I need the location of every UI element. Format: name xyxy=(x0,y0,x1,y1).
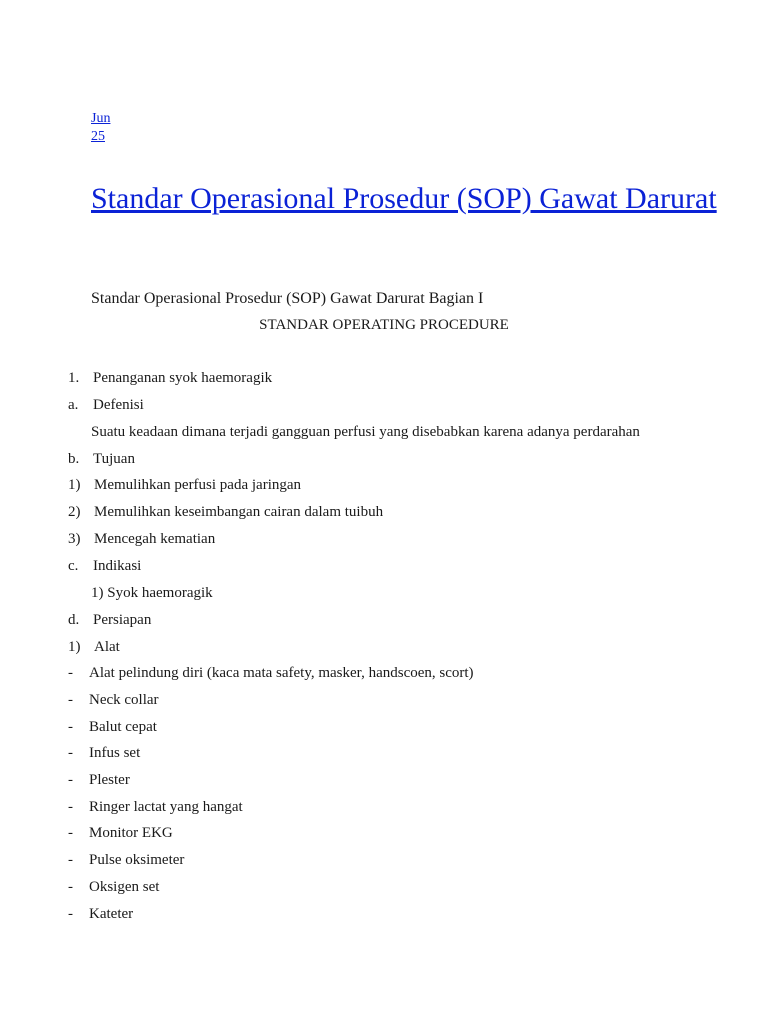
list-item-text: Pulse oksimeter xyxy=(89,852,185,868)
list-item-text: Alat pelindung diri (kaca mata safety, masker, handscoen, scort) xyxy=(89,665,474,681)
list-item-text: Persiapan xyxy=(93,612,152,628)
list-item-text: Memulihkan keseimbangan cairan dalam tuibuh xyxy=(94,504,384,520)
list-marker: - xyxy=(68,692,73,708)
list-item-text: Infus set xyxy=(89,745,141,761)
list-item xyxy=(68,529,215,549)
list-item-text: Kateter xyxy=(89,906,134,922)
list-marker: - xyxy=(68,719,73,735)
list-item-text: 1) Syok haemoragik xyxy=(91,585,213,601)
list-item-text: Plester xyxy=(89,772,130,788)
post-title xyxy=(91,181,731,216)
list-item xyxy=(68,690,159,710)
list-marker: a. xyxy=(68,397,79,413)
list-item-text: Monitor EKG xyxy=(89,825,173,841)
post-title-link[interactable]: Standar Operasional Prosedur (SOP) Gawat Darurat xyxy=(91,182,717,215)
list-item-text: Indikasi xyxy=(93,558,142,574)
list-item-text: Neck collar xyxy=(89,692,159,708)
date-month-link[interactable]: Jun xyxy=(91,111,111,126)
list-item-text: Suatu keadaan dimana terjadi gangguan perfusi yang disebabkan karena adanya perdarahan xyxy=(91,424,640,440)
list-item-text: Penanganan syok haemoragik xyxy=(93,370,273,386)
list-item xyxy=(68,395,144,415)
list-marker: b. xyxy=(68,451,80,467)
list-item-text: Ringer lactat yang hangat xyxy=(89,799,243,815)
list-marker: c. xyxy=(68,558,79,574)
list-item-text: Tujuan xyxy=(93,451,135,467)
list-marker: 1. xyxy=(68,370,80,386)
list-marker: 1) xyxy=(68,477,81,493)
list-item xyxy=(68,877,159,897)
list-marker: - xyxy=(68,879,73,895)
list-item-text: Memulihkan perfusi pada jaringan xyxy=(94,477,302,493)
list-item xyxy=(68,850,184,870)
list-marker: - xyxy=(68,825,73,841)
list-item xyxy=(68,663,474,683)
list-item-text: Mencegah kematian xyxy=(94,531,216,547)
list-item xyxy=(68,823,173,843)
list-item xyxy=(68,743,140,763)
list-item-text: Oksigen set xyxy=(89,879,160,895)
list-item-text: Balut cepat xyxy=(89,719,157,735)
list-item xyxy=(68,449,135,469)
post-date xyxy=(91,110,110,146)
list-item xyxy=(68,770,130,790)
document-heading: STANDAR OPERATING PROCEDURE xyxy=(259,317,509,333)
list-marker: 1) xyxy=(68,639,81,655)
list-marker: - xyxy=(68,799,73,815)
post-subtitle: Standar Operasional Prosedur (SOP) Gawat Darurat Bagian I xyxy=(91,290,484,307)
list-marker: - xyxy=(68,665,73,681)
list-item xyxy=(68,368,272,388)
list-marker: - xyxy=(68,906,73,922)
list-marker: - xyxy=(68,852,73,868)
list-item xyxy=(68,717,157,737)
list-marker: d. xyxy=(68,612,80,628)
list-item xyxy=(68,637,120,657)
list-item xyxy=(68,502,383,522)
list-item xyxy=(68,475,301,495)
list-item xyxy=(68,610,151,630)
list-marker: - xyxy=(68,772,73,788)
list-marker: 2) xyxy=(68,504,81,520)
list-item xyxy=(68,797,243,817)
date-day-link[interactable]: 25 xyxy=(91,129,105,144)
list-marker: 3) xyxy=(68,531,81,547)
list-item-text: Defenisi xyxy=(93,397,144,413)
list-item xyxy=(68,904,133,924)
list-item-text: Alat xyxy=(94,639,120,655)
list-marker: - xyxy=(68,745,73,761)
list-item xyxy=(68,556,141,576)
